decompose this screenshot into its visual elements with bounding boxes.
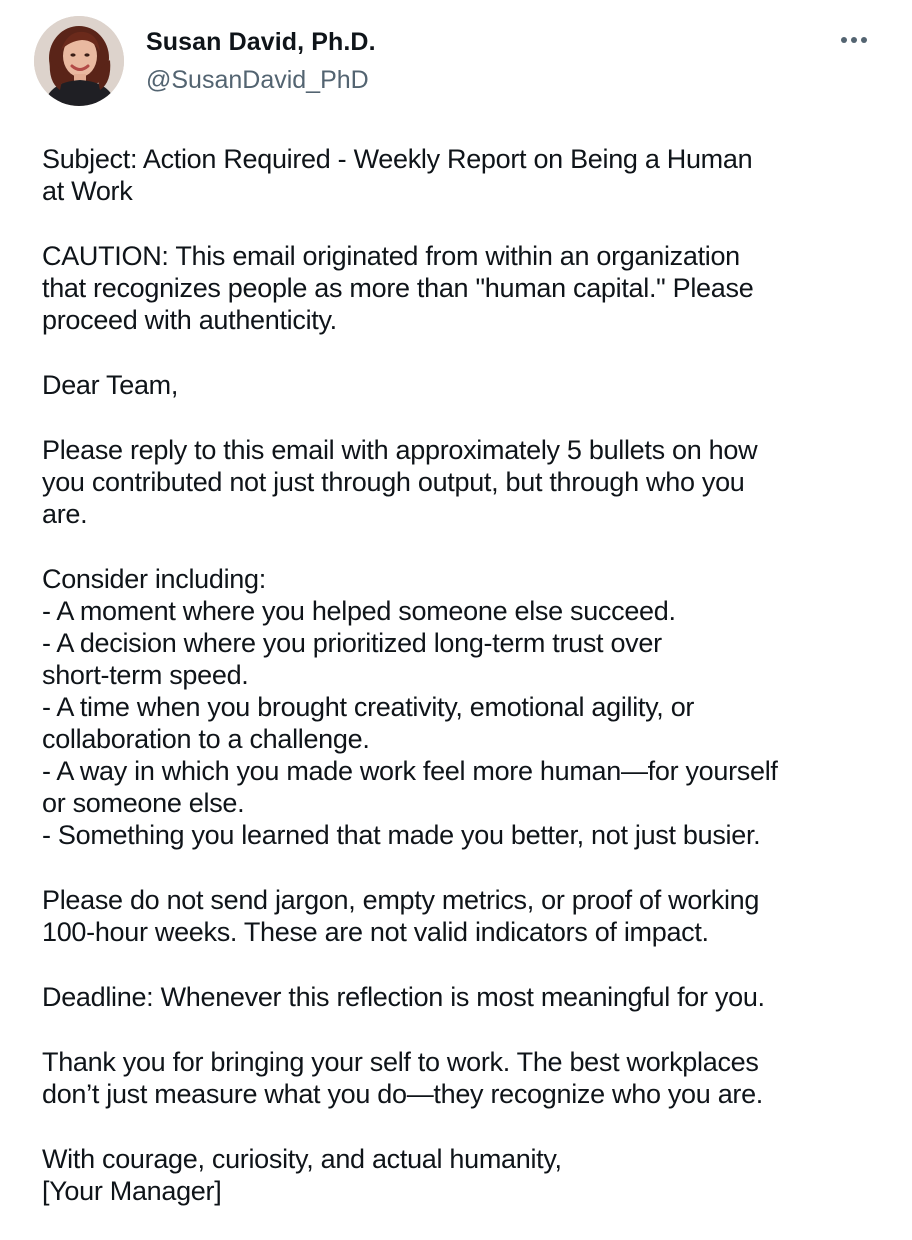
list-item-cont: collaboration to a challenge. — [42, 724, 370, 754]
subject-line-cont: at Work — [42, 176, 133, 206]
thanks-paragraph — [42, 1046, 892, 1110]
caution-line: proceed with authenticity. — [42, 305, 337, 335]
profile-photo — [34, 16, 124, 106]
request-line: Please reply to this email with approximately 5 bullets on how — [42, 435, 758, 465]
request-line: you contributed not just through output, but through who you — [42, 467, 745, 497]
request-line: are. — [42, 499, 88, 529]
list-item-cont: short-term speed. — [42, 660, 249, 690]
author-handle[interactable]: @SusanDavid_PhD — [146, 66, 369, 94]
signature: [Your Manager] — [42, 1176, 222, 1206]
signoff — [42, 1143, 892, 1207]
deadline-line: Deadline: Whenever this reflection is most meaningful for you. — [42, 982, 765, 1012]
caution-line: CAUTION: This email originated from within an organization — [42, 241, 740, 271]
signoff-line: With courage, curiosity, and actual humanity, — [42, 1144, 562, 1174]
consider-heading: Consider including: — [42, 564, 266, 594]
consider-list — [42, 563, 892, 851]
greeting — [42, 369, 892, 401]
deadline — [42, 981, 892, 1013]
more-options-icon[interactable] — [834, 30, 874, 50]
thanks-line: don’t just measure what you do—they recognize who you are. — [42, 1079, 764, 1109]
caution-line: that recognizes people as more than "human capital." Please — [42, 273, 754, 303]
request-paragraph — [42, 434, 892, 530]
warning-line: 100-hour weeks. These are not valid indicators of impact. — [42, 917, 709, 947]
subject-line: Subject: Action Required - Weekly Report on Being a Human — [42, 144, 753, 174]
email-subject — [42, 143, 892, 207]
list-item: - A time when you brought creativity, emotional agility, or — [42, 692, 695, 722]
list-item: - A way in which you made work feel more human—for yourself — [42, 756, 778, 786]
caution-notice — [42, 240, 892, 336]
list-item-cont: or someone else. — [42, 788, 245, 818]
warning-paragraph — [42, 884, 892, 948]
greeting-line: Dear Team, — [42, 370, 179, 400]
author-display-name[interactable]: Susan David, Ph.D. — [146, 28, 376, 56]
warning-line: Please do not send jargon, empty metrics, or proof of working — [42, 885, 760, 915]
list-item: - A decision where you prioritized long-term trust over — [42, 628, 662, 658]
tweet-text — [42, 143, 892, 1240]
list-item: - Something you learned that made you better, not just busier. — [42, 820, 761, 850]
thanks-line: Thank you for bringing your self to work. The best workplaces — [42, 1047, 759, 1077]
tweet-header — [34, 14, 874, 110]
avatar[interactable] — [34, 16, 124, 106]
list-item: - A moment where you helped someone else succeed. — [42, 596, 676, 626]
